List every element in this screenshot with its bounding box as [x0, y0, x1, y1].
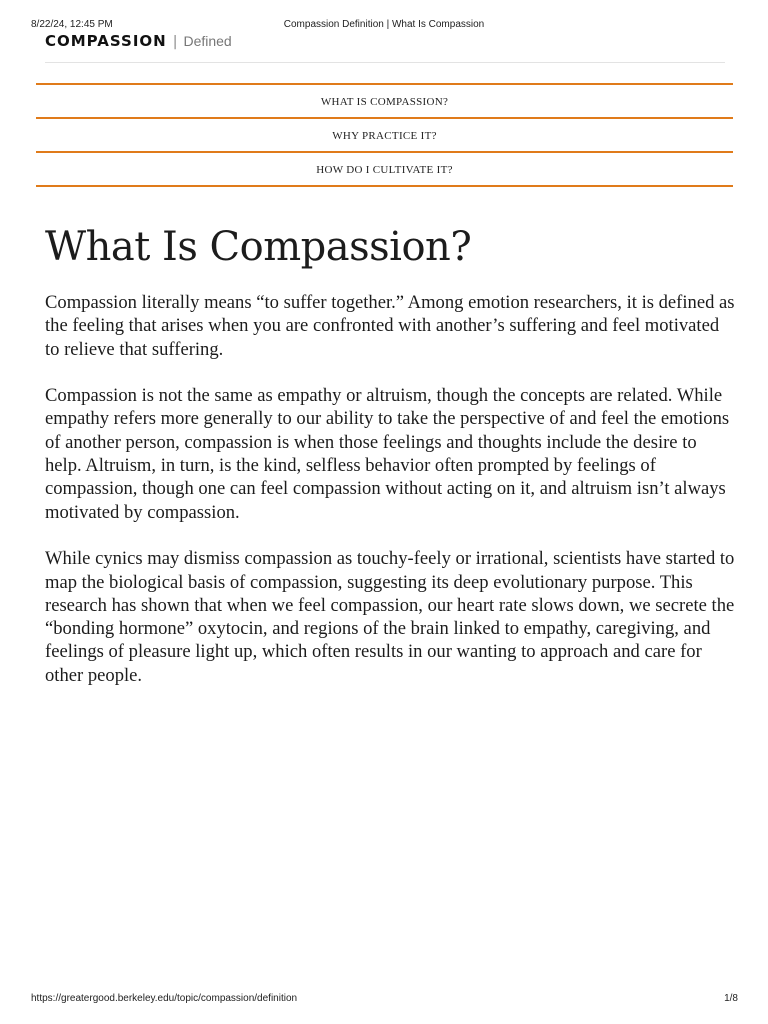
article-paragraph: While cynics may dismiss compassion as touchy-feely or irrational, scientists have started to map the biological basis of compassion, suggesting its deep evolutionary purpose. This research has shown that when we feel compassion, our heart rate slows down, we secrete the “bonding hormone” oxytocin, and regions of the brain linked to empathy, caregiving, and feelings of pleasure light up, which often results in our wanting to approach and care for other people.	[45, 548, 735, 686]
nav-item-why-practice-it[interactable]: WHY PRACTICE IT?	[36, 119, 733, 153]
brand-separator: |	[172, 34, 178, 50]
print-url: https://greatergood.berkeley.edu/topic/compassion/definition	[31, 993, 298, 1004]
nav-item-what-is-compassion[interactable]: WHAT IS COMPASSION?	[36, 85, 733, 119]
site-brand[interactable]	[45, 31, 232, 51]
article-paragraph: Compassion literally means “to suffer together.” Among emotion researchers, it is defined as the feeling that arises when you are confronted with another’s suffering and feel motivated to relieve that suffering.	[45, 292, 735, 360]
brand-tagline: Defined	[183, 33, 232, 49]
print-page-number: 1/8	[724, 993, 738, 1004]
section-nav	[36, 83, 733, 187]
page-title: What Is Compassion?	[45, 224, 472, 270]
print-page-title: Compassion Definition | What Is Compassion	[283, 19, 485, 30]
header-divider	[45, 62, 725, 63]
brand-name: COMPASSION	[45, 32, 167, 50]
print-footer	[0, 993, 768, 1007]
article-paragraph: Compassion is not the same as empathy or altruism, though the concepts are related. While empathy refers more generally to our ability to take the perspective of and feel the emotions of another person, compassion is when those feelings and thoughts include the desire to help. Altruism, in turn, is the kind, selfless behavior often prompted by feelings of compassion, though one can feel compassion without acting on it, and altruism isn’t always motivated by compassion.	[45, 385, 730, 523]
nav-item-how-do-i-cultivate-it[interactable]: HOW DO I CULTIVATE IT?	[36, 153, 733, 187]
article-body	[45, 291, 735, 710]
print-date: 8/22/24, 12:45 PM	[31, 19, 113, 30]
